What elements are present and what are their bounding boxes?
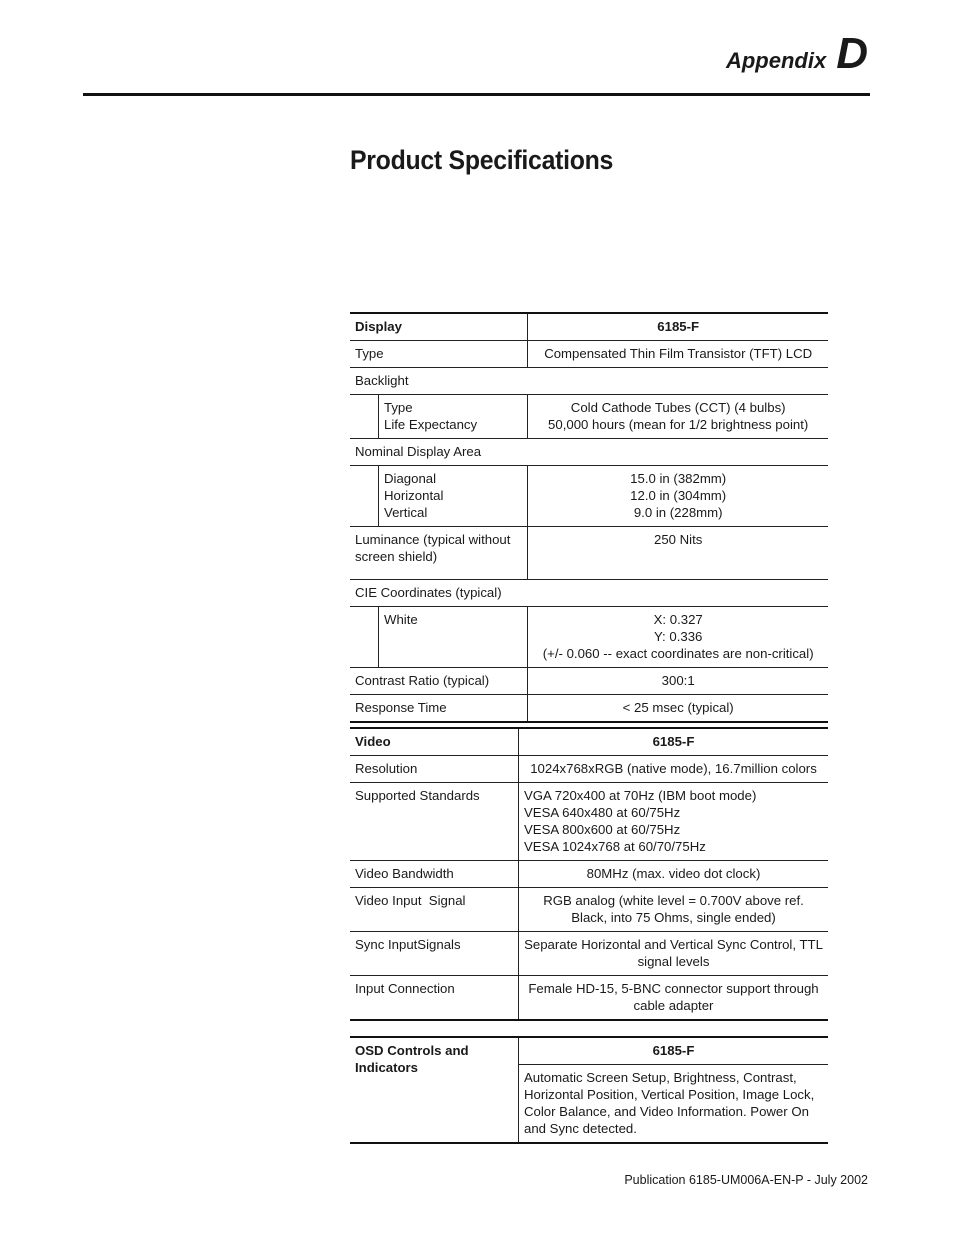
- area-label: Nominal Display Area: [350, 439, 828, 466]
- table-row: [350, 756, 828, 783]
- area-horizontal-label: Horizontal: [384, 488, 444, 503]
- standards-label: Supported Standards: [350, 783, 519, 861]
- cie-sub-label: White: [379, 607, 528, 668]
- backlight-life-label: Life Expectancy: [384, 417, 478, 432]
- backlight-life-value: 50,000 hours (mean for 1/2 brightness point): [548, 417, 809, 432]
- table-row: [350, 976, 828, 1021]
- video-section-label: Video: [350, 728, 519, 756]
- backlight-values: [528, 395, 828, 439]
- osd-model: 6185-F: [519, 1037, 829, 1065]
- table-row: [350, 368, 828, 395]
- table-row: [350, 668, 828, 695]
- input-signal-label: Video Input Signal: [350, 888, 519, 932]
- video-spec-table: [350, 727, 828, 1021]
- table-row: [350, 783, 828, 861]
- display-model: 6185-F: [528, 313, 828, 341]
- page-title: Product Specifications: [350, 145, 614, 175]
- display-header-row: [350, 313, 828, 341]
- cie-y-value: Y: 0.336: [653, 629, 703, 644]
- luminance-label: Luminance (typical without screen shield): [350, 527, 528, 580]
- connection-label: Input Connection: [350, 976, 519, 1021]
- appendix-heading: [725, 29, 868, 78]
- standards-values: [519, 783, 829, 861]
- cie-values: [528, 607, 828, 668]
- table-row: [350, 888, 828, 932]
- osd-section-label: OSD Controls and Indicators: [350, 1037, 519, 1143]
- table-row: [350, 580, 828, 607]
- table-row: [350, 341, 828, 368]
- cie-label: CIE Coordinates (typical): [350, 580, 828, 607]
- backlight-label: Backlight: [350, 368, 828, 395]
- display-spec-table: [350, 312, 828, 723]
- resolution-value: 1024x768xRGB (native mode), 16.7million colors: [519, 756, 829, 783]
- display-type-value: Compensated Thin Film Transistor (TFT) LCD: [528, 341, 828, 368]
- connection-value: Female HD-15, 5-BNC connector support through cable adapter: [519, 976, 829, 1021]
- bandwidth-value: 80MHz (max. video dot clock): [519, 861, 829, 888]
- area-diagonal-label: Diagonal: [384, 471, 437, 486]
- appendix-letter: D: [836, 29, 868, 78]
- bandwidth-label: Video Bandwidth: [350, 861, 519, 888]
- display-type-label: Type: [350, 341, 528, 368]
- cie-tolerance: (+/- 0.060 -- exact coordinates are non-critical): [542, 646, 814, 661]
- header-rule: [83, 93, 870, 96]
- osd-header-row: [350, 1037, 828, 1065]
- input-signal-value: RGB analog (white level = 0.700V above ref. Black, into 75 Ohms, single ended): [519, 888, 829, 932]
- backlight-sub-labels: [379, 395, 528, 439]
- standard-vesa-800: VESA 800x600 at 60/75Hz: [524, 822, 681, 837]
- area-horizontal-value: 12.0 in (304mm): [630, 488, 727, 503]
- response-label: Response Time: [350, 695, 528, 723]
- osd-spec-table: [350, 1036, 828, 1144]
- display-section-label: Display: [350, 313, 528, 341]
- sync-value: Separate Horizontal and Vertical Sync Control, TTL signal levels: [519, 932, 829, 976]
- table-row: [350, 932, 828, 976]
- table-row: [350, 466, 828, 527]
- standard-vesa-640: VESA 640x480 at 60/75Hz: [524, 805, 681, 820]
- response-value: < 25 msec (typical): [528, 695, 828, 723]
- area-diagonal-value: 15.0 in (382mm): [630, 471, 727, 486]
- appendix-word: Appendix: [725, 48, 827, 73]
- sync-label: Sync InputSignals: [350, 932, 519, 976]
- table-row: [350, 439, 828, 466]
- table-row: [350, 607, 828, 668]
- contrast-value: 300:1: [528, 668, 828, 695]
- resolution-label: Resolution: [350, 756, 519, 783]
- table-row: [350, 861, 828, 888]
- table-row: [350, 695, 828, 723]
- area-vertical-label: Vertical: [384, 505, 428, 520]
- video-header-row: [350, 728, 828, 756]
- standard-vga: VGA 720x400 at 70Hz (IBM boot mode): [524, 788, 757, 803]
- contrast-label: Contrast Ratio (typical): [350, 668, 528, 695]
- standard-vesa-1024: VESA 1024x768 at 60/70/75Hz: [524, 839, 706, 854]
- backlight-type-label: Type: [384, 400, 413, 415]
- table-row: [350, 527, 828, 580]
- area-values: [528, 466, 828, 527]
- cie-x-value: X: 0.327: [653, 612, 703, 627]
- area-vertical-value: 9.0 in (228mm): [633, 505, 723, 520]
- area-sub-labels: [379, 466, 528, 527]
- table-row: [350, 395, 828, 439]
- publication-footer: Publication 6185-UM006A-EN-P - July 2002: [624, 1173, 868, 1187]
- luminance-value: 250 Nits: [528, 527, 828, 580]
- video-model: 6185-F: [519, 728, 829, 756]
- osd-value: Automatic Screen Setup, Brightness, Contrast, Horizontal Position, Vertical Position, Image Lock, Color Balance, and Video Information. Power On and Sync detected.: [519, 1065, 829, 1144]
- backlight-type-value: Cold Cathode Tubes (CCT) (4 bulbs): [570, 400, 786, 415]
